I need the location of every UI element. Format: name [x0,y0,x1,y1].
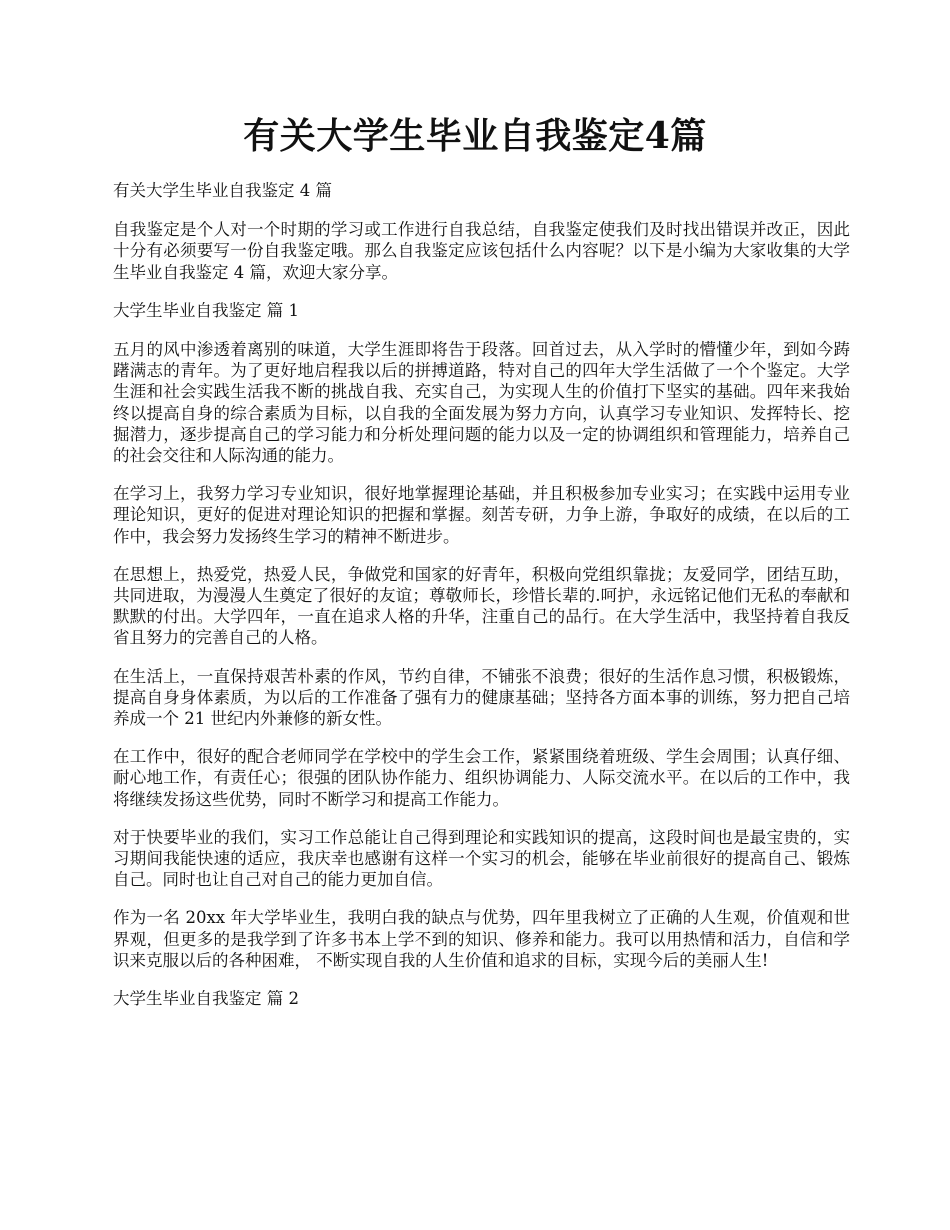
body-paragraph: 作为一名 20xx 年大学毕业生，我明白我的缺点与优势，四年里我树立了正确的人生观，价值观和世界观，但更多的是我学到了许多书本上学不到的知识、修养和能力。我可以用热情和活力，自信和学识来克服以后的各种困难， 不断实现自我的人生价值和追求的目标，实现今后的美丽人生! [113,908,850,970]
section-heading-1: 大学生毕业自我鉴定 篇 1 [113,300,299,320]
intro-paragraph: 自我鉴定是个人对一个时期的学习或工作进行自我总结，自我鉴定使我们及时找出错误并改正，因此十分有必须要写一份自我鉴定哦。那么自我鉴定应该包括什么内容呢？以下是小编为大家收集的大学生毕业自我鉴定 4 篇，欢迎大家分享。 [113,220,850,282]
body-paragraph: 在思想上，热爱党，热爱人民，争做党和国家的好青年，积极向党组织靠拢；友爱同学，团结互助，共同进取，为漫漫人生奠定了很好的友谊；尊敬师长，珍惜长辈的.呵护，永远铭记他们无私的奉献和默默的付出。大学四年，一直在追求人格的升华，注重自己的品行。在大学生活中，我坚持着自我反省且努力的完善自己的人格。 [113,564,850,648]
section-heading-2: 大学生毕业自我鉴定 篇 2 [113,989,299,1009]
body-paragraph: 在学习上，我努力学习专业知识，很好地掌握理论基础，并且积极参加专业实习；在实践中运用专业理论知识，更好的促进对理论知识的把握和掌握。刻苦专研，力争上游，争取好的成绩，在以后的工作中，我会努力发扬终生学习的精神不断进步。 [113,484,850,546]
document-body [113,180,850,1027]
body-paragraph: 在工作中，很好的配合老师同学在学校中的学生会工作，紧紧围绕着班级、学生会周围；认真仔细、耐心地工作，有责任心；很强的团队协作能力、组织协调能力、人际交流水平。在以后的工作中，我将继续发扬这些优势，同时不断学习和提高工作能力。 [113,747,850,809]
document-title: 有关大学生毕业自我鉴定4篇 [243,115,707,157]
body-paragraph: 五月的风中渗透着离别的味道，大学生涯即将告于段落。回首过去，从入学时的懵懂少年，到如今踌躇满志的青年。为了更好地启程我以后的拼搏道路，特对自己的四年大学生活做了一个个鉴定。大学生涯和社会实践生活我不断的挑战自我、充实自己，为实现人生的价值打下坚实的基础。四年来我始终以提高自身的综合素质为目标，以自我的全面发展为努力方向，认真学习专业知识、发挥特长、挖掘潜力，逐步提高自己的学习能力和分析处理问题的能力以及一定的协调组织和管理能力，培养自己的社会交往和人际沟通的能力。 [113,340,850,466]
document-subtitle: 有关大学生毕业自我鉴定 4 篇 [113,181,332,200]
body-paragraph: 在生活上，一直保持艰苦朴素的作风，节约自律，不铺张不浪费；很好的生活作息习惯，积极锻炼，提高自身身体素质，为以后的工作准备了强有力的健康基础；坚持各方面本事的训练，努力把自己培养成一个 21 世纪内外兼修的新女性。 [113,666,850,729]
body-paragraph: 对于快要毕业的我们，实习工作总能让自己得到理论和实践知识的提高，这段时间也是最宝贵的，实习期间我能快速的适应，我庆幸也感谢有这样一个实习的机会，能够在毕业前很好的提高自己、锻炼自己。同时也让自己对自己的能力更加自信。 [113,827,850,890]
